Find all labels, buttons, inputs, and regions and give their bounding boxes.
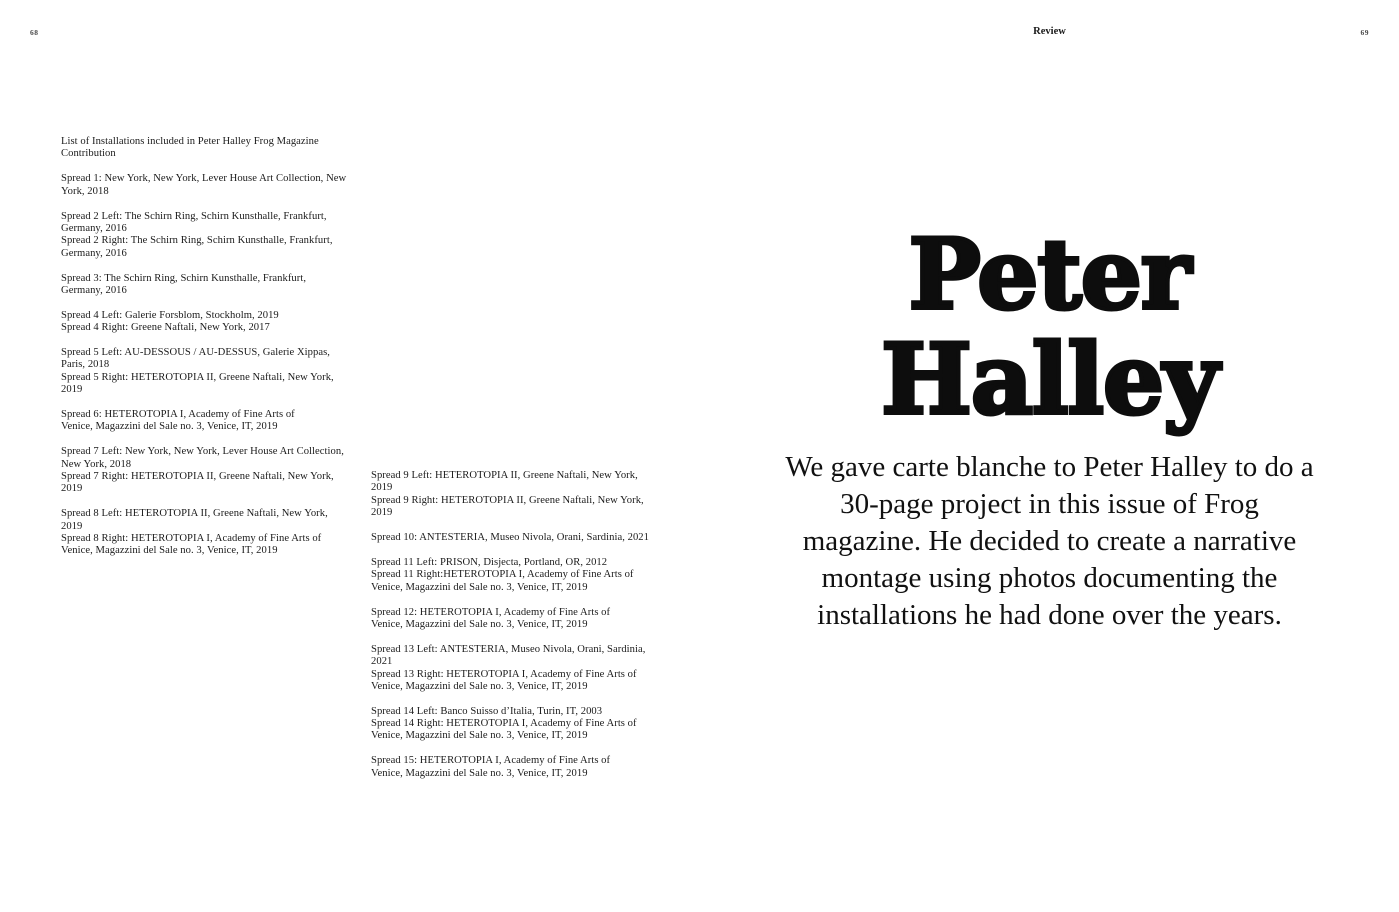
list-line: Spread 10: ANTESTERIA, Museo Nivola, Orani, Sardinia, 2021	[371, 531, 650, 543]
artist-title	[700, 218, 1399, 436]
list-line: Spread 14 Left: Banco Suisso d’Italia, Turin, IT, 2003	[371, 705, 603, 717]
list-block	[61, 310, 346, 335]
list-line: Spread 9 Left: HETEROTOPIA II, Greene Naftali, New York,	[371, 470, 638, 481]
section-header: Review	[1033, 26, 1066, 37]
list-line: Spread 4 Left: Galerie Forsblom, Stockholm, 2019	[61, 309, 279, 321]
list-line: Venice, Magazzini del Sale no. 3, Venice, IT, 2019	[371, 767, 588, 779]
artist-title-line1: Peter	[908, 218, 1191, 331]
list-block	[371, 557, 649, 594]
list-block	[61, 211, 346, 260]
list-block	[61, 409, 346, 434]
list-line: Spread 13 Left: ANTESTERIA, Museo Nivola, Orani, Sardinia,	[371, 643, 646, 655]
list-line: Venice, Magazzini del Sale no. 3, Venice, IT, 2019	[371, 618, 588, 630]
list-line: Germany, 2016	[61, 247, 127, 259]
list-line: Spread 4 Right: Greene Naftali, New York, 2017	[61, 322, 270, 334]
list-line: Venice, Magazzini del Sale no. 3, Venice, IT, 2019	[61, 421, 278, 433]
list-line: New York, 2018	[61, 458, 132, 470]
list-line: Spread 8 Left: HETEROTOPIA II, Greene Naftali, New York,	[61, 508, 328, 520]
list-line: Spread 1: New York, New York, Lever House Art Collection, New	[61, 173, 347, 185]
list-line: Spread 14 Right: HETEROTOPIA I, Academy of Fine Arts of	[371, 718, 637, 730]
left-page	[0, 0, 699, 912]
installation-list-column-2	[371, 470, 649, 780]
list-line: Germany, 2016	[61, 284, 127, 296]
list-block	[61, 508, 346, 557]
list-block	[371, 607, 649, 632]
intro-line: installations he had done over the years.	[817, 599, 1282, 631]
list-line: 2019	[61, 384, 83, 396]
list-line: 2019	[61, 483, 83, 495]
list-line: Spread 15: HETEROTOPIA I, Academy of Fine Arts of	[371, 755, 611, 767]
list-line: Spread 12: HETEROTOPIA I, Academy of Fine Arts of	[371, 606, 611, 618]
list-line: Spread 2 Left: The Schirn Ring, Schirn Kunsthalle, Frankfurt,	[61, 210, 327, 222]
list-line: Venice, Magazzini del Sale no. 3, Venice, IT, 2019	[371, 680, 588, 692]
intro-paragraph	[700, 449, 1399, 634]
list-block	[371, 644, 649, 693]
intro-line: 30-page project in this issue of Frog	[840, 488, 1259, 520]
list-line: Spread 2 Right: The Schirn Ring, Schirn Kunsthalle, Frankfurt,	[61, 235, 333, 247]
intro-line: magazine. He decided to create a narrative	[802, 525, 1297, 557]
intro-line: We gave carte blanche to Peter Halley to do a	[785, 451, 1314, 483]
list-line: Venice, Magazzini del Sale no. 3, Venice, IT, 2019	[61, 545, 278, 557]
list-line: Spread 11 Right:HETEROTOPIA I, Academy of Fine Arts of	[371, 569, 634, 581]
list-block	[61, 173, 346, 198]
list-line: Spread 11 Left: PRISON, Disjecta, Portland, OR, 2012	[371, 556, 608, 568]
artist-title-line2: Halley	[881, 323, 1218, 436]
page-number-left: 68	[30, 28, 39, 37]
list-line: 2019	[371, 482, 393, 494]
list-line: Spread 3: The Schirn Ring, Schirn Kunsthalle, Frankfurt,	[61, 272, 307, 284]
list-block	[371, 755, 649, 780]
list-line: Spread 5 Right: HETEROTOPIA II, Greene Naftali, New York,	[61, 371, 334, 383]
list-block	[61, 136, 346, 161]
list-line: Venice, Magazzini del Sale no. 3, Venice, IT, 2019	[371, 730, 588, 742]
list-line: Paris, 2018	[61, 359, 110, 371]
intro-line: montage using photos documenting the	[821, 562, 1278, 594]
list-line: Venice, Magazzini del Sale no. 3, Venice, IT, 2019	[371, 581, 588, 593]
list-line: Spread 8 Right: HETEROTOPIA I, Academy of Fine Arts of	[61, 533, 322, 544]
list-line: Spread 7 Right: HETEROTOPIA II, Greene Naftali, New York,	[61, 471, 334, 483]
list-block	[371, 532, 649, 544]
list-line: 2019	[371, 507, 393, 519]
list-line: Spread 7 Left: New York, New York, Lever House Art Collection,	[61, 446, 344, 458]
list-block	[61, 347, 346, 396]
list-line: Spread 5 Left: AU-DESSOUS / AU-DESSUS, Galerie Xippas,	[61, 347, 330, 359]
list-line: Contribution	[61, 148, 116, 160]
installation-list-column-1	[61, 136, 346, 558]
list-line: 2021	[371, 656, 393, 668]
list-block	[61, 446, 346, 495]
list-line: List of Installations included in Peter Halley Frog Magazine	[61, 136, 319, 147]
list-line: Spread 13 Right: HETEROTOPIA I, Academy of Fine Arts of	[371, 668, 637, 680]
page-number-right: 69	[1360, 28, 1369, 37]
list-line: Spread 9 Right: HETEROTOPIA II, Greene Naftali, New York,	[371, 494, 644, 506]
list-line: Germany, 2016	[61, 222, 127, 234]
list-line: York, 2018	[61, 185, 109, 197]
list-line: 2019	[61, 520, 83, 532]
list-block	[61, 273, 346, 298]
list-line: Spread 6: HETEROTOPIA I, Academy of Fine Arts of	[61, 409, 295, 421]
right-page	[700, 0, 1399, 912]
list-block	[371, 470, 649, 519]
list-block	[371, 706, 649, 743]
